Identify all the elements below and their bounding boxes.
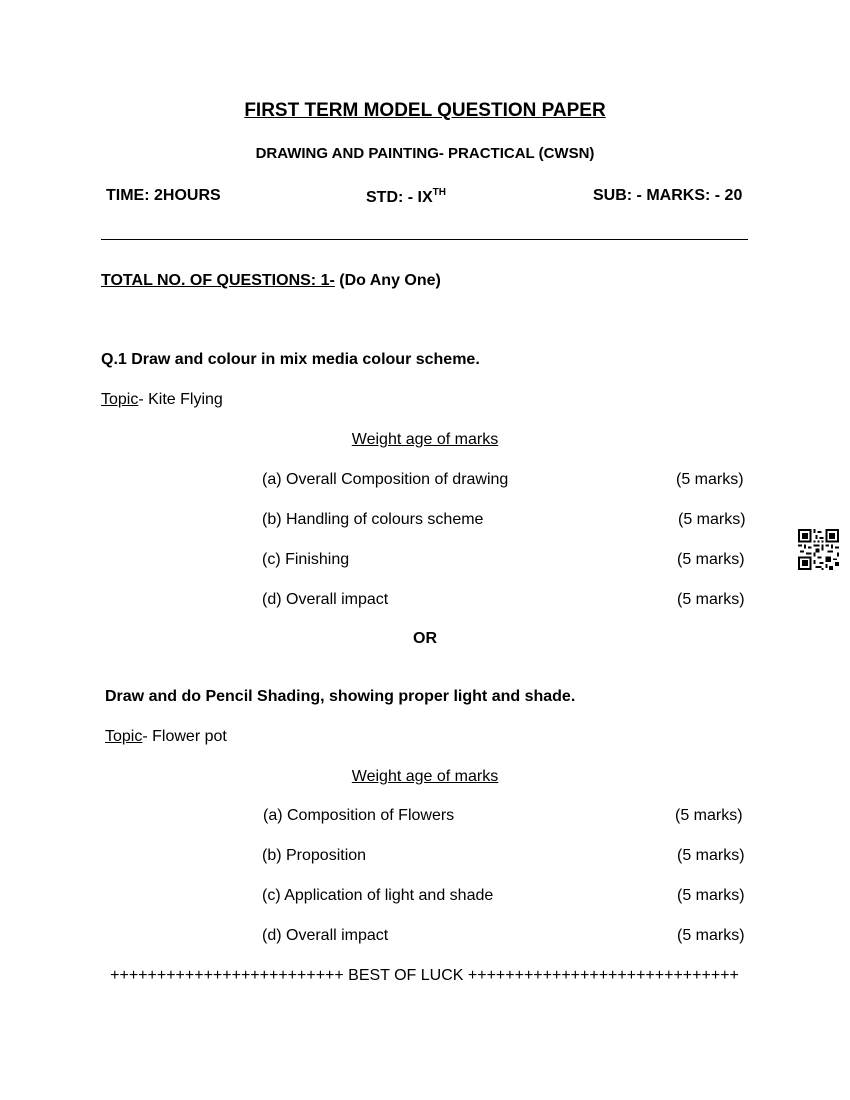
criterion-label: (d) Overall impact bbox=[262, 927, 389, 944]
question-2-topic bbox=[105, 728, 227, 746]
criterion-label: (c) Finishing bbox=[262, 551, 350, 568]
total-questions-note: (Do Any One) bbox=[334, 272, 441, 289]
time-label: TIME: 2HOURS bbox=[106, 187, 221, 204]
criterion-marks: (5 marks) bbox=[677, 551, 745, 568]
topic-value: - Kite Flying bbox=[138, 391, 223, 408]
paper-title: FIRST TERM MODEL QUESTION PAPER bbox=[244, 100, 606, 121]
footer-best-of-luck: +++++++++++++++++++++++++ BEST OF LUCK +++++++++++++++++++++++++++++ bbox=[110, 967, 739, 984]
question-1-topic bbox=[101, 391, 223, 409]
criterion-label: (b) Handling of colours scheme bbox=[262, 511, 484, 528]
qr-code-icon bbox=[798, 529, 839, 570]
criterion-label: (b) Proposition bbox=[262, 847, 367, 864]
criterion-marks: (5 marks) bbox=[677, 591, 745, 608]
standard-text: STD: - IX bbox=[366, 189, 433, 206]
topic-value: - Flower pot bbox=[142, 728, 227, 745]
standard-superscript: TH bbox=[432, 187, 447, 198]
standard-label bbox=[366, 187, 446, 207]
criterion-label: (a) Overall Composition of drawing bbox=[262, 471, 509, 488]
criterion-label: (c) Application of light and shade bbox=[262, 887, 494, 904]
criterion-marks: (5 marks) bbox=[677, 927, 745, 944]
subject-marks-label: SUB: - MARKS: - 20 bbox=[593, 187, 743, 204]
question-1-text: Q.1 Draw and colour in mix media colour scheme. bbox=[101, 351, 480, 368]
criterion-marks: (5 marks) bbox=[676, 471, 744, 488]
criterion-label: (a) Composition of Flowers bbox=[263, 807, 455, 824]
topic-label: Topic bbox=[101, 391, 139, 408]
total-questions bbox=[101, 272, 441, 290]
criterion-marks: (5 marks) bbox=[677, 847, 745, 864]
or-separator: OR bbox=[413, 630, 437, 647]
criterion-label: (d) Overall impact bbox=[262, 591, 389, 608]
criterion-marks: (5 marks) bbox=[678, 511, 746, 528]
criterion-marks: (5 marks) bbox=[675, 807, 743, 824]
paper-subtitle: DRAWING AND PAINTING- PRACTICAL (CWSN) bbox=[255, 145, 595, 162]
total-questions-label: TOTAL NO. OF QUESTIONS: 1- bbox=[101, 272, 335, 289]
question-1-weightage-heading: Weight age of marks bbox=[351, 431, 499, 448]
question-2-text: Draw and do Pencil Shading, showing proper light and shade. bbox=[105, 688, 576, 705]
topic-label: Topic bbox=[105, 728, 143, 745]
criterion-marks: (5 marks) bbox=[677, 887, 745, 904]
header-divider bbox=[101, 239, 748, 240]
question-2-weightage-heading: Weight age of marks bbox=[351, 768, 499, 785]
